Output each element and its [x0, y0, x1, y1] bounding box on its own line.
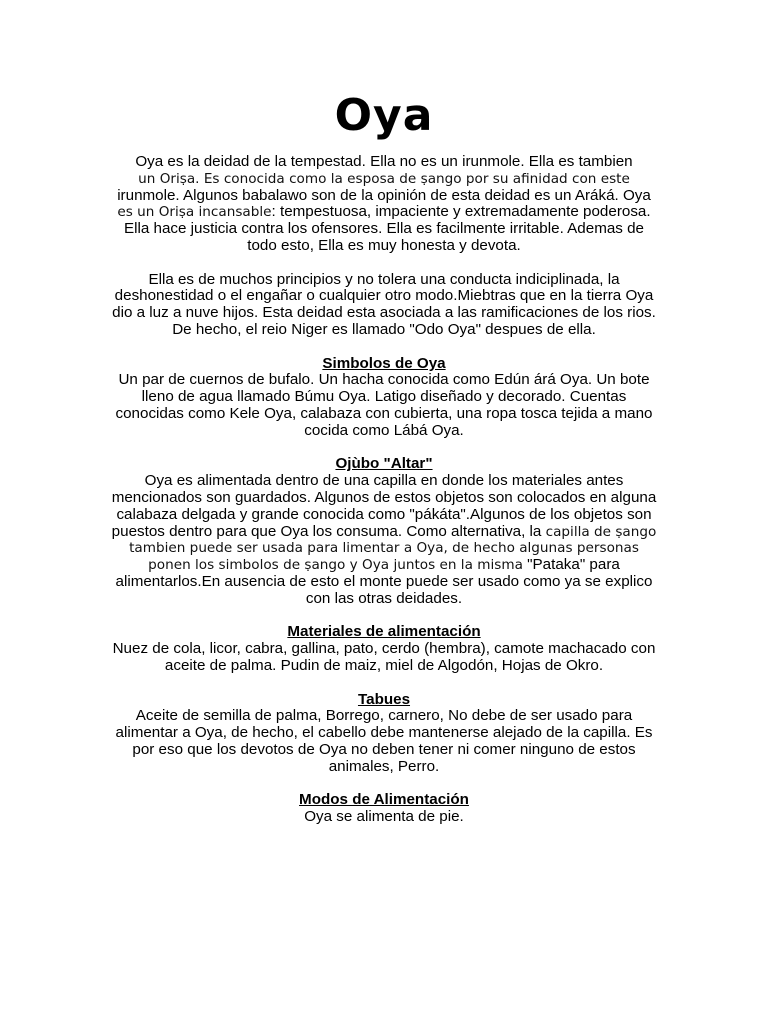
materiales-text: Nuez de cola, licor, cabra, gallina, pato, cerdo (hembra), camote machacado con aceite de palma. Pudin de maiz, miel de Algodón, Hojas de Okro. [112, 640, 656, 674]
intro-text-1: Oya es la deidad de la tempestad. Ella no es un irunmole. Ella es tambien [135, 153, 633, 170]
intro-text-5: : tempestuosa, impaciente y extremadamente poderosa. Ella hace justicia contra los ofensores. Ella es facilmente irritable. Ademas de todo esto, Ella es muy honesta y devota. [123, 203, 651, 254]
altar-heading: Ojùbo "Altar" [335, 455, 433, 473]
altar-text-1: Oya es alimentada dentro de una capilla en donde los materiales antes mencionados son guardados. Algunos de estos objetos son colocados en alguna calabaza delgada y grande conocida como "pákáta".Algunos de los objetos son puestos dentro para que Oya los consuma. Como alternativa, la [111, 472, 657, 540]
modos-text: Oya se alimenta de pie. [304, 808, 464, 826]
intro-text-4: es un Oriṣa incansable [117, 204, 272, 221]
page-title: Oya [334, 90, 434, 141]
document-page [108, 88, 660, 826]
altar-text-2: capilla de ṣango tambien puede ser usada para limentar a Oya, de hecho algunas personas ponen los simbolos de ṣango y Oya juntos en la misma [129, 523, 657, 574]
second-paragraph: Ella es de muchos principios y no tolera una conducta indiciplinada, la deshonestidad o el engañar o cualquier otro modo.Miebtras que en la tierra Oya dio a luz a nuve hijos. Esta deidad esta asociada a las ramificaciones de los rios. De hecho, el reio Niger es llamado "Odo Oya" despues de ella. [112, 270, 656, 338]
altar-paragraph [108, 473, 660, 607]
materiales-heading: Materiales de alimentación [287, 623, 481, 641]
intro-paragraph [108, 154, 660, 255]
modos-heading: Modos de Alimentación [299, 791, 469, 809]
simbolos-heading: Simbolos de Oya [322, 354, 446, 372]
tabues-text: Aceite de semilla de palma, Borrego, carnero, No debe de ser usado para alimentar a Oya, de hecho, el cabello debe mantenerse alejado de la capilla. Es por eso que los devotos de Oya no deben tener ni comer ninguno de estos animales, Perro. [115, 707, 653, 775]
tabues-heading: Tabues [357, 690, 411, 708]
intro-text-3: irunmole. Algunos babalawo son de la opinión de esta deidad es un Aráká. Oya [117, 186, 651, 204]
simbolos-text: Un par de cuernos de bufalo. Un hacha conocida como Edún árá Oya. Un bote lleno de agua llamado Búmu Oya. Latigo diseñado y decorado. Cuentas conocidas como Kele Oya, calabaza con cubierta, una ropa tosca tejida a mano cocida como Lábá Oya. [115, 371, 653, 439]
intro-text-2: un Oriṣa. Es conocida como la esposa de ṣango por su afinidad con este [138, 170, 630, 187]
altar-text-3: "Pataka" para alimentarlos.En ausencia de esto el monte puede ser usado como ya se explico con las otras deidades. [115, 556, 653, 607]
